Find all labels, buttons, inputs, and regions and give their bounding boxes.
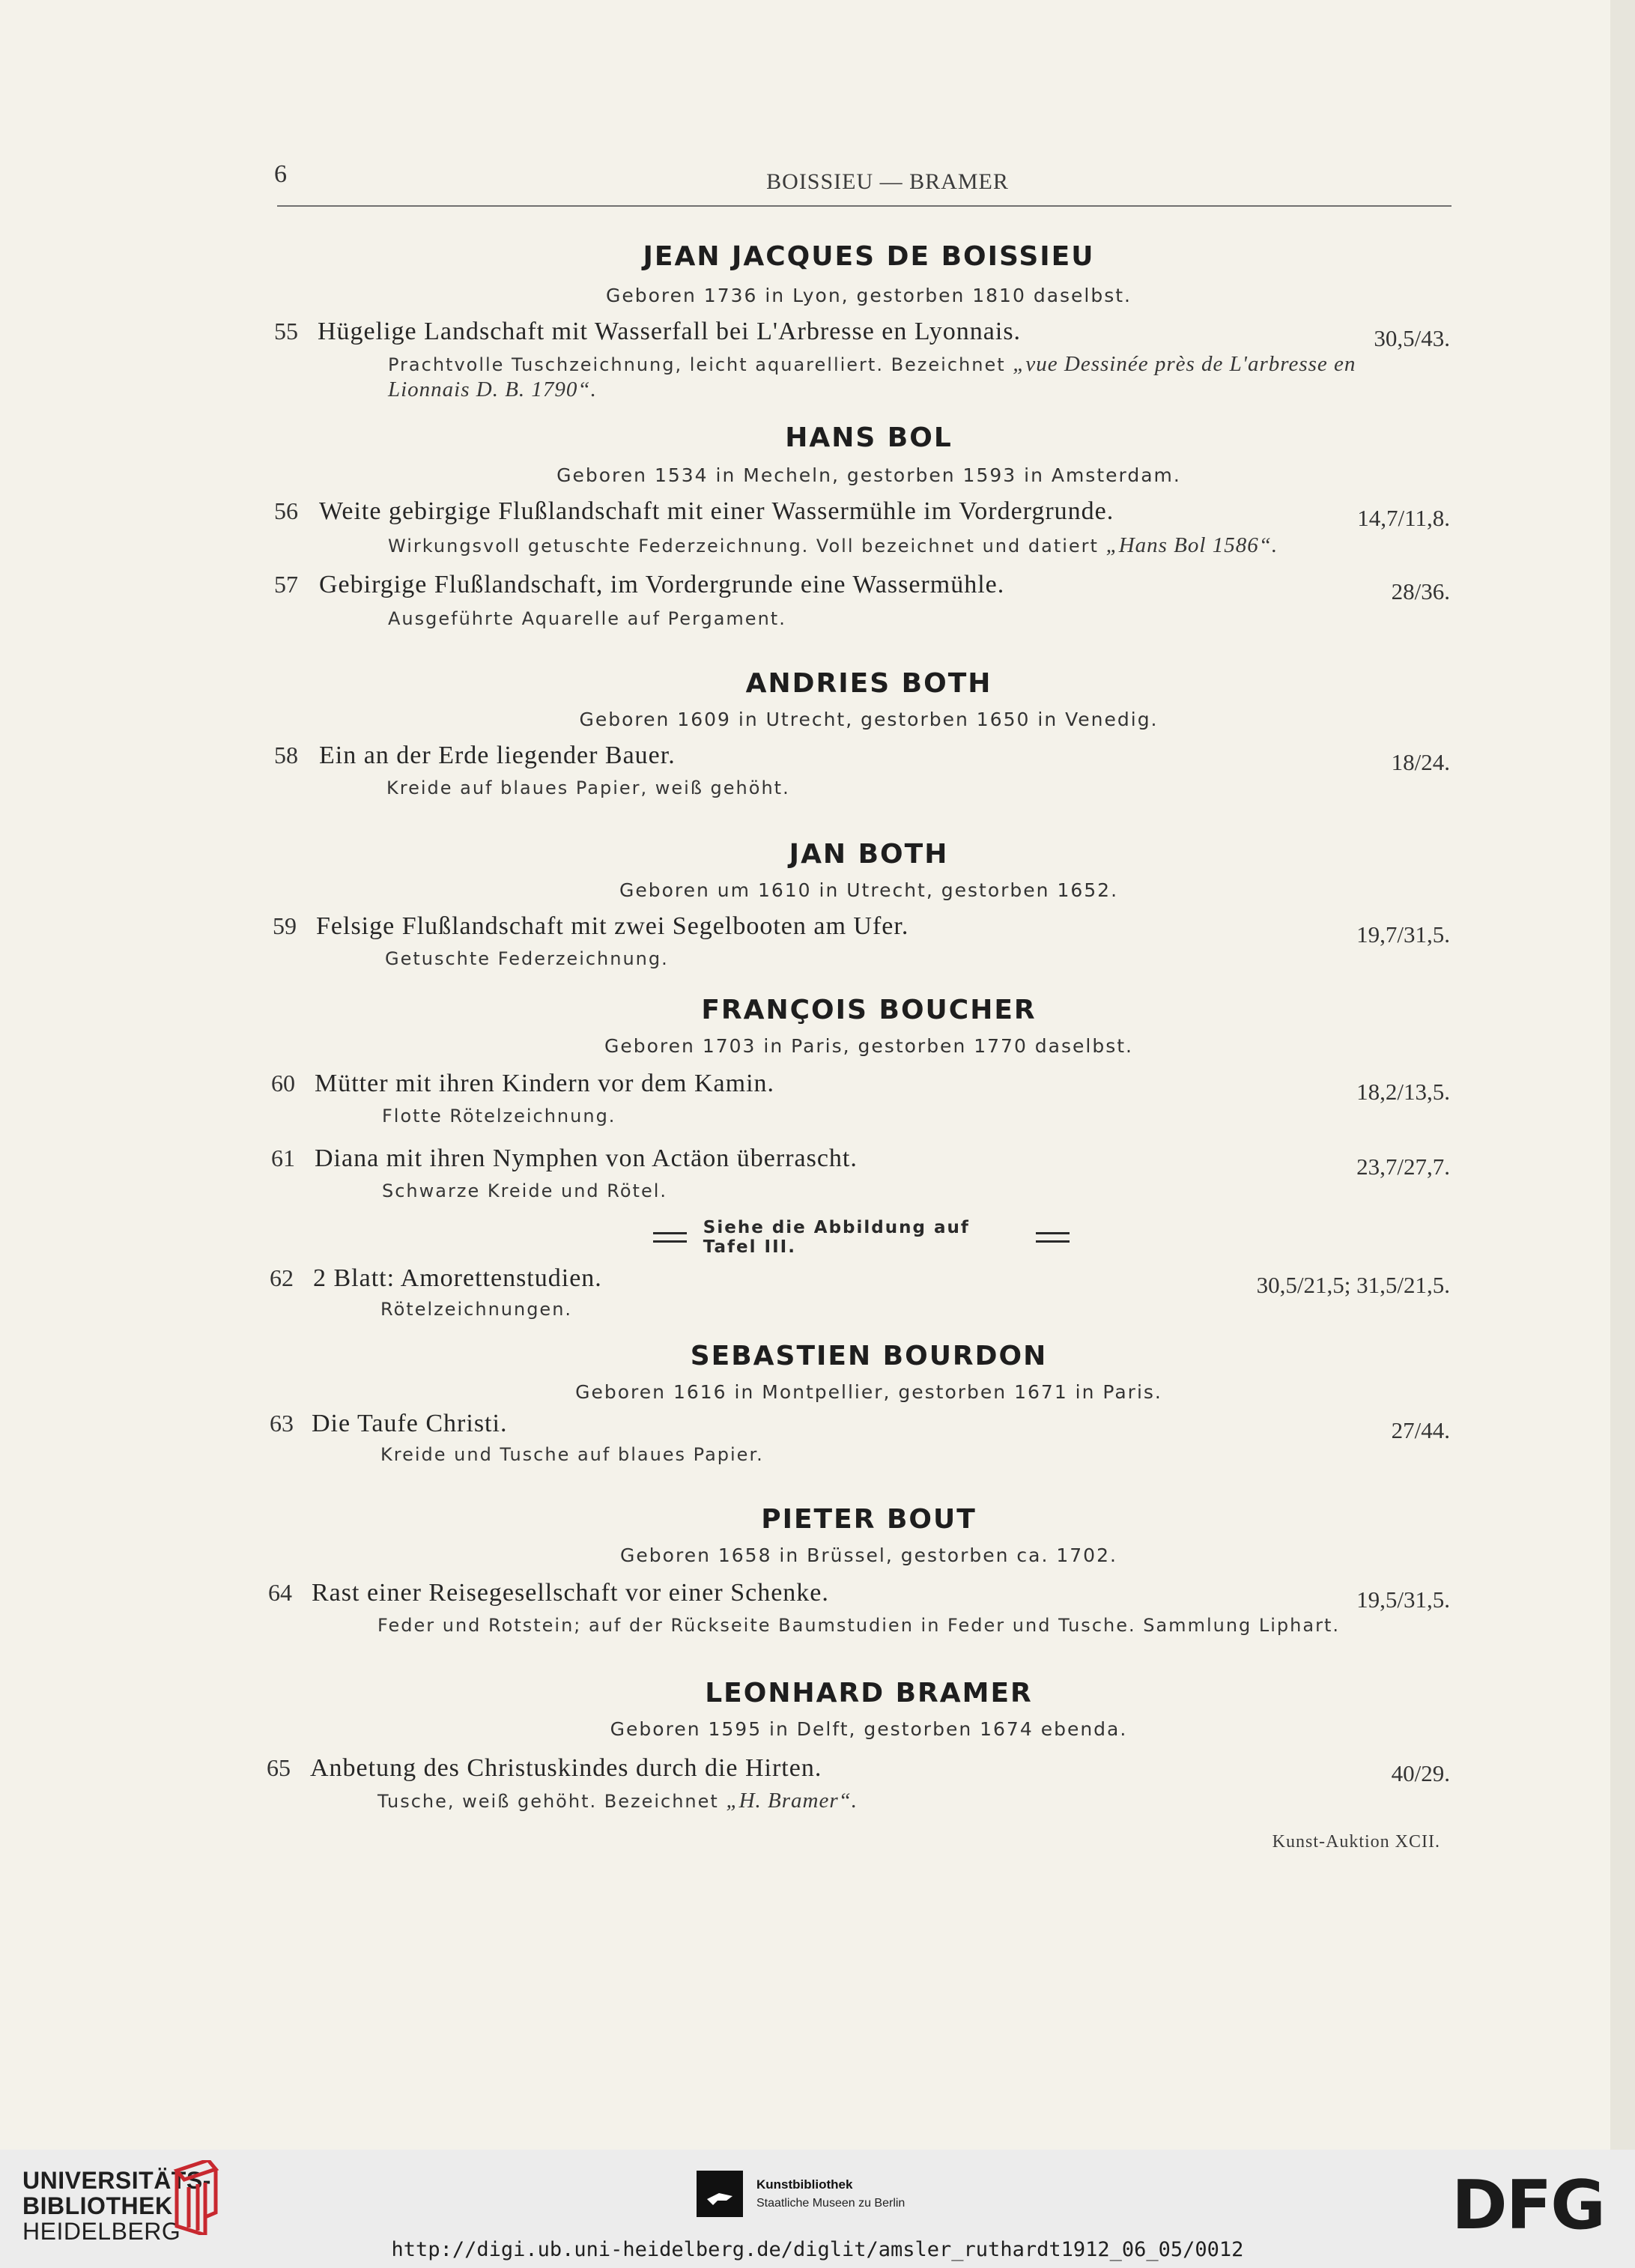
plate-reference-text: Siehe die Abbildung auf Tafel III. <box>703 1218 970 1257</box>
lot-number-57: 57 <box>274 571 298 598</box>
lot-signature: „Hans Bol 1586“. <box>1105 533 1278 557</box>
lot-description-text: Tusche, weiß gehöht. Bezeichnet <box>377 1791 719 1812</box>
artist-heading-jan-both: JAN BOTH <box>789 839 949 870</box>
kunstbibliothek-subtitle: Staatliche Museen zu Berlin <box>756 2197 906 2210</box>
lot-title-57: Gebirgige Flußlandschaft, im Vordergrunde eine Wassermühle. <box>319 571 1005 598</box>
lot-number-64: 64 <box>268 1579 292 1606</box>
lot-signature-continued: Lionnais D. B. 1790“. <box>388 378 597 401</box>
lot-number-56: 56 <box>274 497 298 524</box>
series-mark: Kunst-Auktion XCII. <box>1272 1832 1440 1852</box>
lot-description-61: Schwarze Kreide und Rötel. <box>382 1180 668 1201</box>
lot-size-58: 18/24. <box>1391 749 1450 775</box>
lot-signature: „H. Bramer“. <box>726 1789 858 1813</box>
lot-number-55: 55 <box>274 318 298 345</box>
page-edge-shadow <box>1610 0 1635 2150</box>
lot-title-65: Anbetung des Christuskindes durch die Hirten. <box>310 1754 822 1782</box>
artist-heading-bramer: LEONHARD BRAMER <box>705 1678 1033 1708</box>
kunstbibliothek-title: Kunstbibliothek <box>756 2177 853 2192</box>
eagle-icon <box>697 2171 743 2217</box>
lot-size-63: 27/44. <box>1391 1417 1450 1443</box>
page-number: 6 <box>274 160 287 188</box>
lot-size-59: 19,7/31,5. <box>1356 921 1450 947</box>
kunstbibliothek-logo[interactable] <box>697 2171 905 2217</box>
source-url-link[interactable]: http://digi.ub.uni-heidelberg.de/diglit/amsler_ruthardt1912_06_05/0012 <box>391 2238 1244 2261</box>
lot-size-60: 18,2/13,5. <box>1356 1079 1450 1105</box>
artist-bio-andries-both: Geboren 1609 in Utrecht, gestorben 1650 in Venedig. <box>579 709 1159 730</box>
lot-title-60: Mütter mit ihren Kindern vor dem Kamin. <box>315 1070 775 1097</box>
lot-number-59: 59 <box>273 912 297 939</box>
lot-description-65 <box>377 1789 858 1813</box>
lot-title-59: Felsige Flußlandschaft mit zwei Segelbooten am Ufer. <box>316 912 909 940</box>
lot-title-62: 2 Blatt: Amorettenstudien. <box>313 1264 602 1292</box>
artist-bio-jan-both: Geboren um 1610 in Utrecht, gestorben 1652. <box>619 879 1119 901</box>
artist-heading-boissieu: JEAN JACQUES DE BOISSIEU <box>643 241 1095 272</box>
artist-heading-bourdon: SEBASTIEN BOURDON <box>690 1341 1048 1371</box>
plate-reference-note <box>637 1218 1086 1257</box>
lot-description-59: Getuschte Federzeichnung. <box>385 948 669 969</box>
dfg-logo[interactable]: DFG <box>1452 2166 1605 2245</box>
artist-bio-bol: Geboren 1534 in Mecheln, gestorben 1593 in Amsterdam. <box>556 464 1181 486</box>
lot-size-61: 23,7/27,7. <box>1356 1153 1450 1180</box>
artist-heading-bol: HANS BOL <box>785 422 953 453</box>
lot-title-64: Rast einer Reisegesellschaft vor einer Schenke. <box>312 1579 829 1607</box>
running-title: BOISSIEU — BRAMER <box>766 169 1009 194</box>
lot-title-61: Diana mit ihren Nymphen von Actäon überrascht. <box>315 1144 858 1172</box>
lot-description-63: Kreide und Tusche auf blaues Papier. <box>380 1444 764 1465</box>
artist-bio-bout: Geboren 1658 in Brüssel, gestorben ca. 1702. <box>620 1544 1117 1566</box>
lot-description-text: Wirkungsvoll getuschte Federzeichnung. Voll bezeichnet und datiert <box>388 536 1099 557</box>
ub-emblem-icon <box>162 2160 231 2235</box>
lot-signature: „vue Dessinée près de L'arbresse en <box>1013 352 1356 376</box>
artist-heading-boucher: FRANÇOIS BOUCHER <box>701 995 1037 1025</box>
lot-title-63: Die Taufe Christi. <box>312 1410 508 1437</box>
artist-heading-andries-both: ANDRIES BOTH <box>745 668 992 699</box>
artist-bio-bramer: Geboren 1595 in Delft, gestorben 1674 ebenda. <box>610 1718 1128 1740</box>
kunstbibliothek-emblem-icon <box>697 2171 743 2217</box>
lot-number-60: 60 <box>271 1070 295 1097</box>
lot-description-62: Rötelzeichnungen. <box>380 1299 573 1320</box>
lot-size-57: 28/36. <box>1391 578 1450 604</box>
lot-number-61: 61 <box>271 1144 295 1171</box>
artist-bio-boucher: Geboren 1703 in Paris, gestorben 1770 daselbst. <box>604 1035 1133 1057</box>
kunstbibliothek-text <box>756 2177 905 2210</box>
header-rule <box>277 205 1452 207</box>
artist-heading-bout: PIETER BOUT <box>761 1504 977 1535</box>
lot-size-65: 40/29. <box>1391 1760 1450 1786</box>
ub-logo-line: UNIVERSITÄTS- <box>22 2167 211 2194</box>
lot-title-56: Weite gebirgige Flußlandschaft mit einer Wassermühle im Vordergrunde. <box>319 497 1114 525</box>
double-rule-right <box>1036 1232 1070 1243</box>
lot-description-57: Ausgeführte Aquarelle auf Pergament. <box>388 608 786 629</box>
lot-description-55-continued <box>388 378 597 402</box>
ub-logo-line: HEIDELBERG <box>22 2218 181 2245</box>
lot-number-63: 63 <box>270 1410 294 1437</box>
lot-title-58: Ein an der Erde liegender Bauer. <box>319 742 676 769</box>
lot-number-62: 62 <box>270 1264 294 1291</box>
lot-title-55: Hügelige Landschaft mit Wasserfall bei L'Arbresse en Lyonnais. <box>318 318 1022 345</box>
lot-number-65: 65 <box>267 1754 291 1781</box>
lot-size-56: 14,7/11,8. <box>1357 505 1450 531</box>
lot-description-58: Kreide auf blaues Papier, weiß gehöht. <box>386 777 790 798</box>
artist-bio-bourdon: Geboren 1616 in Montpellier, gestorben 1671 in Paris. <box>575 1381 1162 1403</box>
lot-size-64: 19,5/31,5. <box>1356 1586 1450 1613</box>
artist-bio-boissieu: Geboren 1736 in Lyon, gestorben 1810 daselbst. <box>605 285 1132 306</box>
lot-description-60: Flotte Rötelzeichnung. <box>382 1106 616 1127</box>
lot-description-text: Prachtvolle Tuschzeichnung, leicht aquarelliert. Bezeichnet <box>388 354 1006 375</box>
lot-number-58: 58 <box>274 742 298 768</box>
lot-size-55: 30,5/43. <box>1374 325 1450 351</box>
lot-description-56 <box>388 533 1278 558</box>
double-rule-left <box>653 1232 687 1243</box>
lot-description-55 <box>388 352 1356 377</box>
lot-size-62: 30,5/21,5; 31,5/21,5. <box>1256 1272 1450 1298</box>
lot-description-64: Feder und Rotstein; auf der Rückseite Baumstudien in Feder und Tusche. Sammlung Liphart. <box>377 1615 1340 1636</box>
ub-logo-line: BIBLIOTHEK <box>22 2192 173 2219</box>
